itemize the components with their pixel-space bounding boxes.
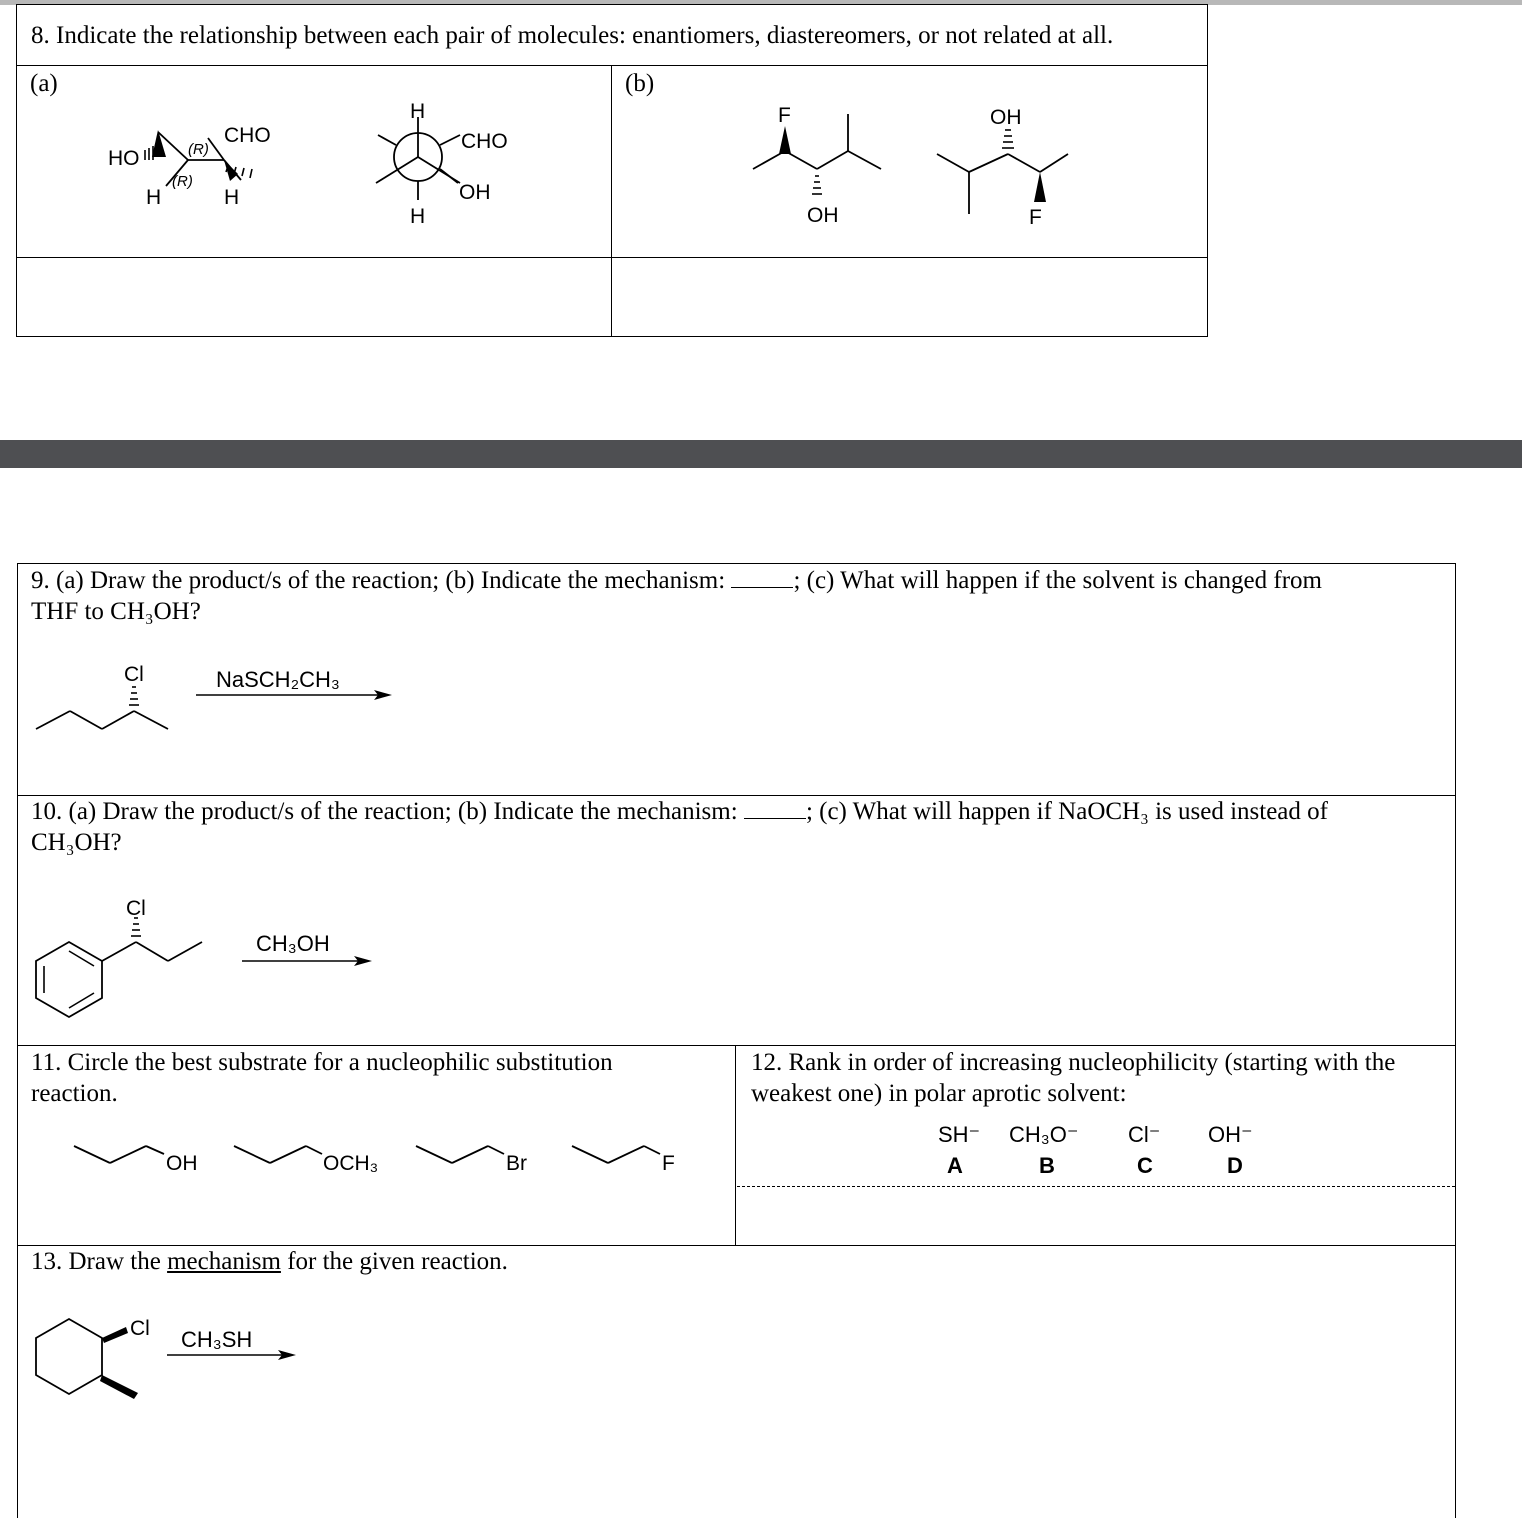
q13-cl: Cl bbox=[130, 1317, 150, 1340]
q8-molecule-a1 bbox=[100, 110, 300, 220]
q12-letter-c: C bbox=[1137, 1153, 1153, 1178]
q10-reagent: CH₃OH bbox=[256, 931, 330, 956]
q10-prompt-line2: CH₃OH? bbox=[31, 829, 122, 856]
q13-reagent: CH₃SH bbox=[181, 1327, 253, 1352]
q9-prompt-line2: THF to CH₃OH? bbox=[31, 598, 201, 625]
q13-prompt bbox=[31, 1248, 508, 1276]
frame-right bbox=[1455, 563, 1456, 1518]
q11-q13-divider bbox=[17, 1245, 1456, 1246]
q8-b2-oh: OH bbox=[990, 106, 1022, 129]
q8-prompt: 8. Indicate the relationship between each pair of molecules: enantiomers, diastereomers, or not related at all. bbox=[31, 22, 1114, 49]
q8-b2-f: F bbox=[1029, 206, 1042, 229]
q8-part-a-label: (a) bbox=[30, 70, 58, 97]
q9-mechanism-blank[interactable] bbox=[731, 569, 793, 588]
q12-dashed-line bbox=[737, 1186, 1455, 1187]
q8-b1-oh: OH bbox=[807, 204, 839, 227]
q8-a1-ho: HO bbox=[108, 147, 140, 170]
q11-f-label: F bbox=[662, 1152, 675, 1175]
q9-q10-divider bbox=[17, 795, 1456, 796]
q8-part-b-label: (b) bbox=[625, 70, 655, 97]
q11-prompt-line1: 11. Circle the best substrate for a nucleophilic substitution bbox=[31, 1049, 613, 1076]
q10-reaction bbox=[30, 890, 410, 1030]
q8-a1-cho: CHO bbox=[224, 124, 271, 147]
q8-a1-h2: H bbox=[224, 186, 240, 209]
q13-prompt-pre: 13. Draw the bbox=[31, 1248, 168, 1275]
frame-top bbox=[17, 563, 1456, 564]
q10-mechanism-blank[interactable] bbox=[744, 800, 806, 819]
q12-answer-area[interactable] bbox=[740, 1190, 1452, 1242]
q8-molecule-b2 bbox=[925, 96, 1085, 236]
q8-divider-1 bbox=[16, 65, 1208, 66]
q9-prompt bbox=[31, 567, 1322, 595]
q8-a1-h1: H bbox=[146, 186, 162, 209]
q12-letter-a: A bbox=[947, 1153, 963, 1178]
q8-col-divider bbox=[611, 65, 612, 337]
q11-br-label: Br bbox=[506, 1152, 527, 1175]
section-separator bbox=[0, 440, 1522, 468]
q8-a2-cho: CHO bbox=[461, 130, 508, 153]
q12-species-c: Cl⁻ bbox=[1128, 1122, 1161, 1147]
q11-substrate-oh[interactable] bbox=[74, 1146, 198, 1175]
q10-cl: Cl bbox=[126, 897, 146, 920]
q8-divider-2 bbox=[16, 257, 1208, 258]
q9-reaction bbox=[30, 655, 410, 745]
q10-prompt-part2: ; (c) What will happen if NaOCH₃ is used instead of bbox=[805, 798, 1328, 825]
q13-answer-area[interactable] bbox=[330, 1290, 1450, 1510]
q11-och3-label: OCH₃ bbox=[323, 1152, 379, 1175]
q11-substrate-och3[interactable] bbox=[234, 1146, 378, 1175]
frame-left bbox=[17, 563, 18, 1518]
q10-prompt-part1: 10. (a) Draw the product/s of the reaction; (b) Indicate the mechanism: bbox=[31, 798, 744, 825]
q12-prompt-line1: 12. Rank in order of increasing nucleophilicity (starting with the bbox=[751, 1049, 1396, 1076]
q10-q11-divider bbox=[17, 1045, 1456, 1046]
q8-b1-f: F bbox=[778, 104, 791, 127]
q13-prompt-underlined: mechanism bbox=[167, 1248, 281, 1275]
q11-substrate-br[interactable] bbox=[416, 1146, 527, 1175]
q11-q12-divider bbox=[735, 1045, 736, 1245]
q12-species-d: OH⁻ bbox=[1208, 1122, 1253, 1147]
q8-a1-r2: (R) bbox=[172, 173, 193, 190]
q9-prompt-part2: ; (c) What will happen if the solvent is changed from bbox=[793, 567, 1322, 594]
q11-prompt-line2: reaction. bbox=[31, 1080, 118, 1107]
q12-species-b: CH₃O⁻ bbox=[1009, 1122, 1079, 1147]
q8-a2-h-bot: H bbox=[410, 205, 426, 228]
q12-letter-d: D bbox=[1227, 1153, 1243, 1178]
q8-a1-r1: (R) bbox=[188, 141, 209, 158]
q8-a2-oh: OH bbox=[459, 181, 491, 204]
q9-reagent: NaSCH₂CH₃ bbox=[216, 667, 340, 692]
q11-oh-label: OH bbox=[166, 1152, 198, 1175]
q8-a2-h-top: H bbox=[410, 100, 426, 123]
q9-prompt-part1: 9. (a) Draw the product/s of the reaction; (b) Indicate the mechanism: bbox=[31, 567, 732, 594]
q11-substrate-f[interactable] bbox=[572, 1146, 675, 1175]
q13-reaction bbox=[30, 1305, 330, 1405]
q12-letter-b: B bbox=[1039, 1153, 1055, 1178]
q8-molecule-b1 bbox=[740, 96, 900, 236]
q12-prompt-line2: weakest one) in polar aprotic solvent: bbox=[751, 1080, 1127, 1107]
q10-prompt bbox=[31, 798, 1328, 826]
q13-prompt-post: for the given reaction. bbox=[280, 1248, 508, 1275]
q9-cl: Cl bbox=[124, 663, 144, 686]
q8-molecule-a2 bbox=[360, 95, 540, 235]
q12-species-a: SH⁻ bbox=[938, 1122, 981, 1147]
q11-substrates bbox=[70, 1130, 720, 1190]
